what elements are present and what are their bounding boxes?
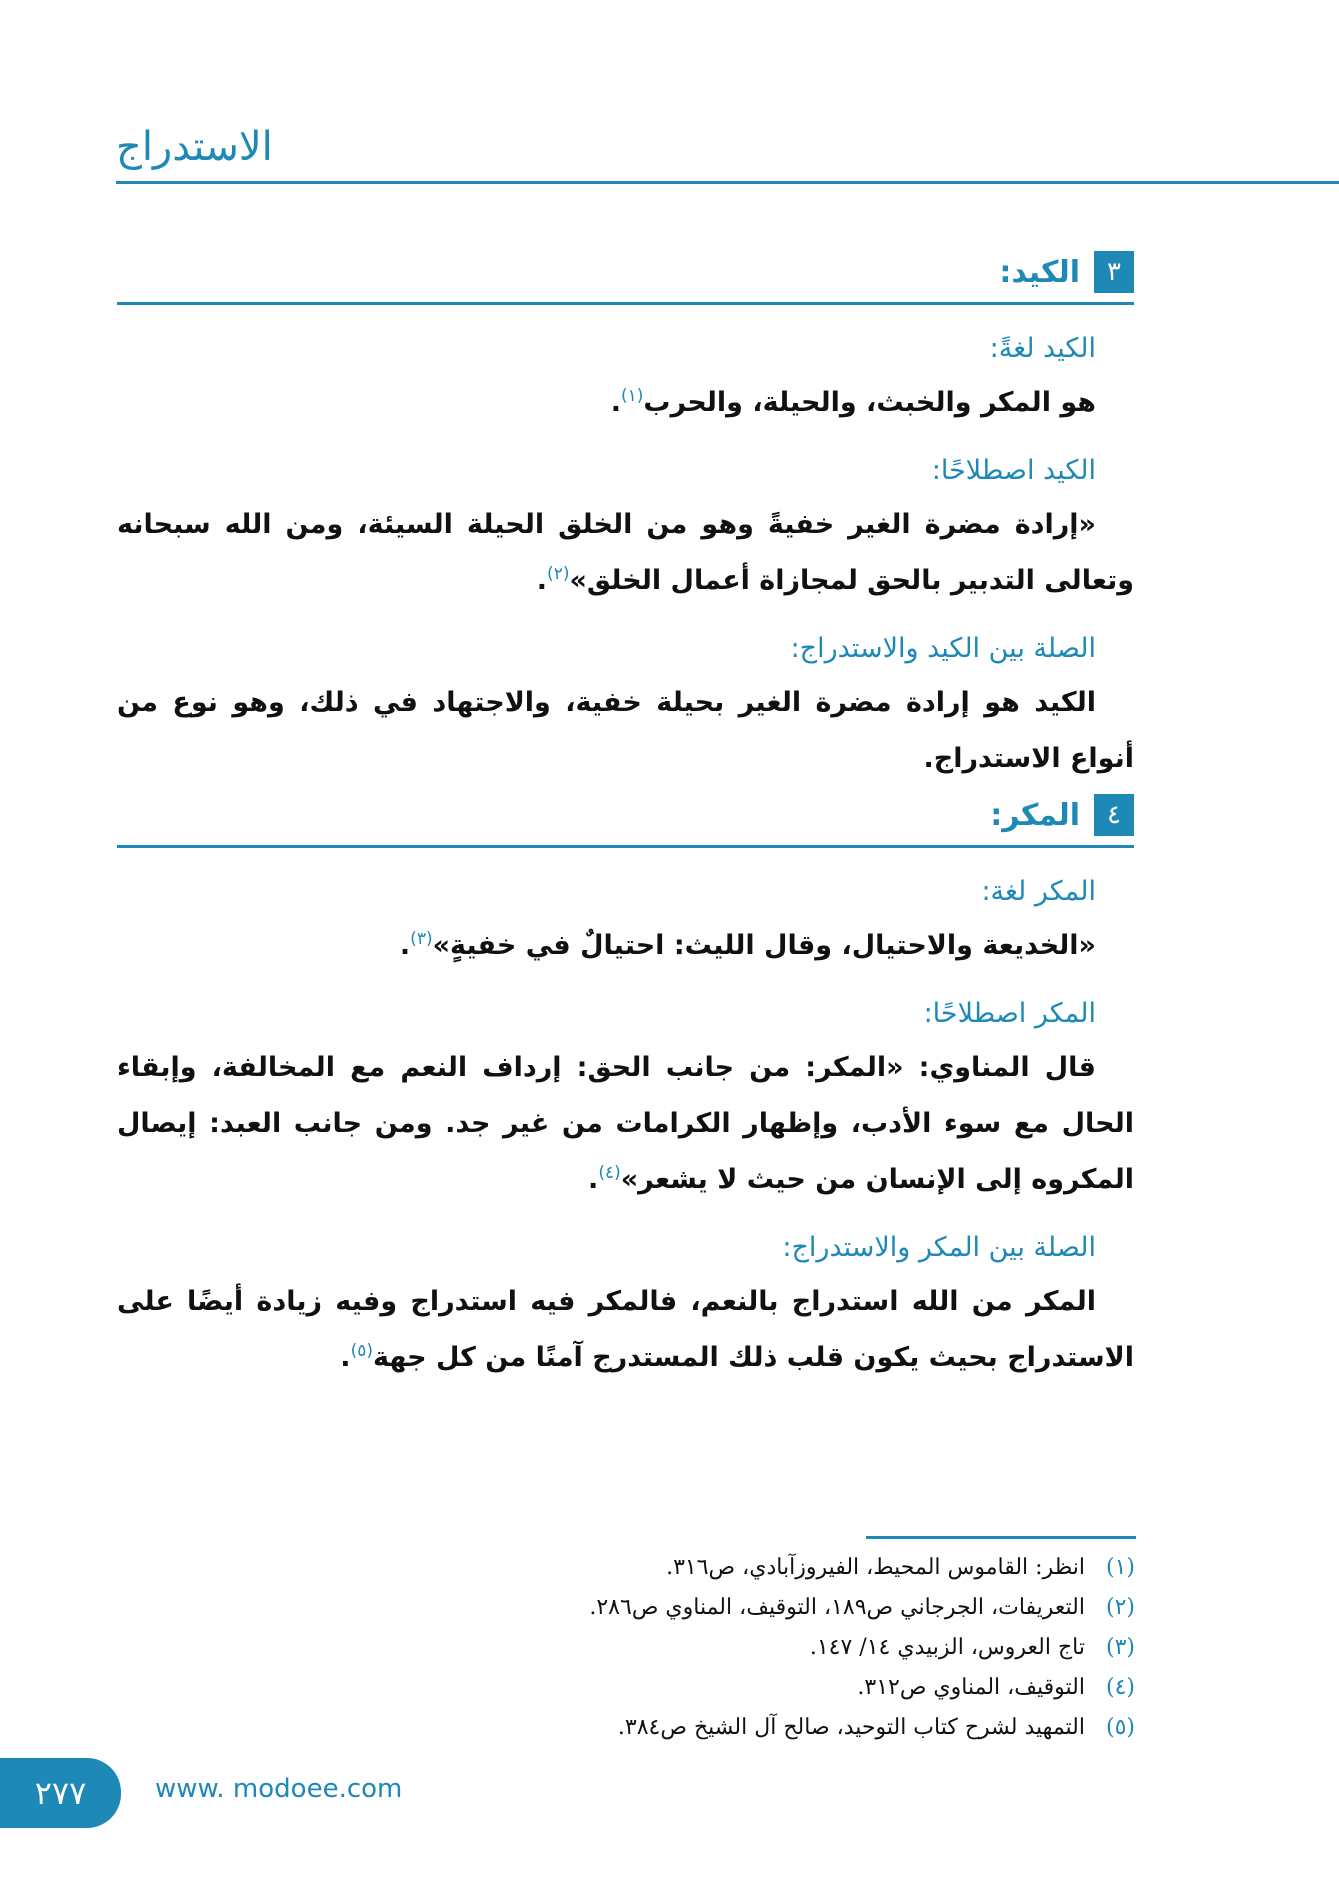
paragraph-text: المكر من الله استدراج بالنعم، فالمكر فيه استدراج وفيه زيادة أيضًا على الاستدراج بحيث يكون قلب ذلك المستدرج آمنًا من كل جهة [117, 1286, 1134, 1373]
section-header-kayd [117, 250, 1134, 294]
footnote-number: (٤) [1105, 1675, 1135, 1700]
subheading-relation: الصلة بين الكيد والاستدراج: [790, 633, 1096, 664]
section-header-makr [117, 793, 1134, 837]
section-number-badge: ٤ [1094, 794, 1134, 836]
paragraph-relation: الكيد هو إرادة مضرة الغير بحيلة خفية، والاجتهاد في ذلك، وهو نوع من أنواع الاستدراج. [117, 687, 1134, 774]
subheading-technical: الكيد اصطلاحًا: [931, 455, 1096, 486]
section-title: المكر: [990, 797, 1080, 833]
paragraph-text: قال المناوي: «المكر: من جانب الحق: إرداف النعم مع المخالفة، وإبقاء الحال مع سوء الأدب، وإظهار الكرامات من غير جد. ومن جانب العبد: إيصال المكروه إلى الإنسان من حيث لا يشعر» [117, 1052, 1134, 1195]
footnote-text: التمهيد لشرح كتاب التوحيد، صالح آل الشيخ ص٣٨٤. [617, 1715, 1085, 1740]
paragraph-relation: المكر من الله استدراج بالنعم، فالمكر فيه استدراج وفيه زيادة أيضًا على الاستدراج بحيث يكون قلب ذلك المستدرج آمنًا من كل جهة$^{(٥)}$. [117, 1286, 1134, 1373]
footnote-item [400, 1588, 1135, 1628]
footnote-number: (١) [1105, 1555, 1135, 1580]
paragraph-text: «الخديعة والاحتيال، وقال الليث: احتيالٌ في خفيةٍ» [432, 930, 1096, 961]
section-rule [117, 302, 1134, 305]
section-title: الكيد: [999, 254, 1080, 290]
footnote-text: التعريفات، الجرجاني ص١٨٩، التوقيف، المناوي ص٢٨٦. [589, 1595, 1085, 1620]
running-title: الاستدراج [116, 124, 273, 170]
paragraph-technical: «إرادة مضرة الغير خفيةً وهو من الخلق الحيلة السيئة، ومن الله سبحانه وتعالى التدبير بالحق لمجازاة أعمال الخلق»$^{(٢)}$. [117, 509, 1134, 596]
footnote-marker[interactable]: (٥) [350, 1341, 373, 1361]
footnote-number: (٣) [1105, 1635, 1135, 1660]
subheading-technical: المكر اصطلاحًا: [923, 998, 1096, 1029]
footnote-text: تاج العروس، الزبيدي ١٤/ ١٤٧. [809, 1635, 1085, 1660]
header-rule [116, 181, 1339, 184]
footnote-marker[interactable]: (٤) [598, 1163, 621, 1183]
footnote-marker[interactable]: (١) [620, 386, 644, 406]
section-number-badge: ٣ [1094, 251, 1134, 293]
subheading-relation: الصلة بين المكر والاستدراج: [782, 1232, 1096, 1263]
footnote-separator [866, 1536, 1136, 1539]
subheading-linguistic: المكر لغة: [981, 876, 1096, 907]
paragraph-text: هو المكر والخبث، والحيلة، والحرب [643, 387, 1096, 418]
paragraph-linguistic: «الخديعة والاحتيال، وقال الليث: احتيالٌ في خفيةٍ»$^{(٣)}$. [399, 929, 1096, 961]
footnote-number: (٢) [1105, 1595, 1135, 1620]
page-number: ٢٧٧ [0, 1758, 121, 1828]
section-rule [117, 845, 1134, 848]
website-link[interactable]: www. modoee.com [155, 1774, 403, 1804]
footnote-item [400, 1628, 1135, 1668]
paragraph-linguistic: هو المكر والخبث، والحيلة، والحرب$^{(١)}$. [610, 386, 1096, 418]
footnote-item [400, 1548, 1135, 1588]
paragraph-technical: قال المناوي: «المكر: من جانب الحق: إرداف النعم مع المخالفة، وإبقاء الحال مع سوء الأدب، وإظهار الكرامات من غير جد. ومن جانب العبد: إيصال المكروه إلى الإنسان من حيث لا يشعر»$^{(٤)}$. [117, 1052, 1134, 1195]
footnotes [400, 1548, 1135, 1748]
footnote-number: (٥) [1105, 1715, 1135, 1740]
footnote-text: التوقيف، المناوي ص٣١٢. [857, 1675, 1085, 1700]
footnote-marker[interactable]: (٢) [547, 564, 570, 584]
subheading-linguistic: الكيد لغةً: [989, 333, 1096, 364]
footnote-marker[interactable]: (٣) [410, 929, 433, 949]
paragraph-text: «إرادة مضرة الغير خفيةً وهو من الخلق الحيلة السيئة، ومن الله سبحانه وتعالى التدبير بالحق لمجازاة أعمال الخلق» [117, 509, 1134, 596]
main-content [117, 250, 1134, 1386]
footnote-item [400, 1708, 1135, 1748]
footnote-text: انظر: القاموس المحيط، الفيروزآبادي، ص٣١٦. [666, 1555, 1085, 1580]
footnote-item [400, 1668, 1135, 1708]
